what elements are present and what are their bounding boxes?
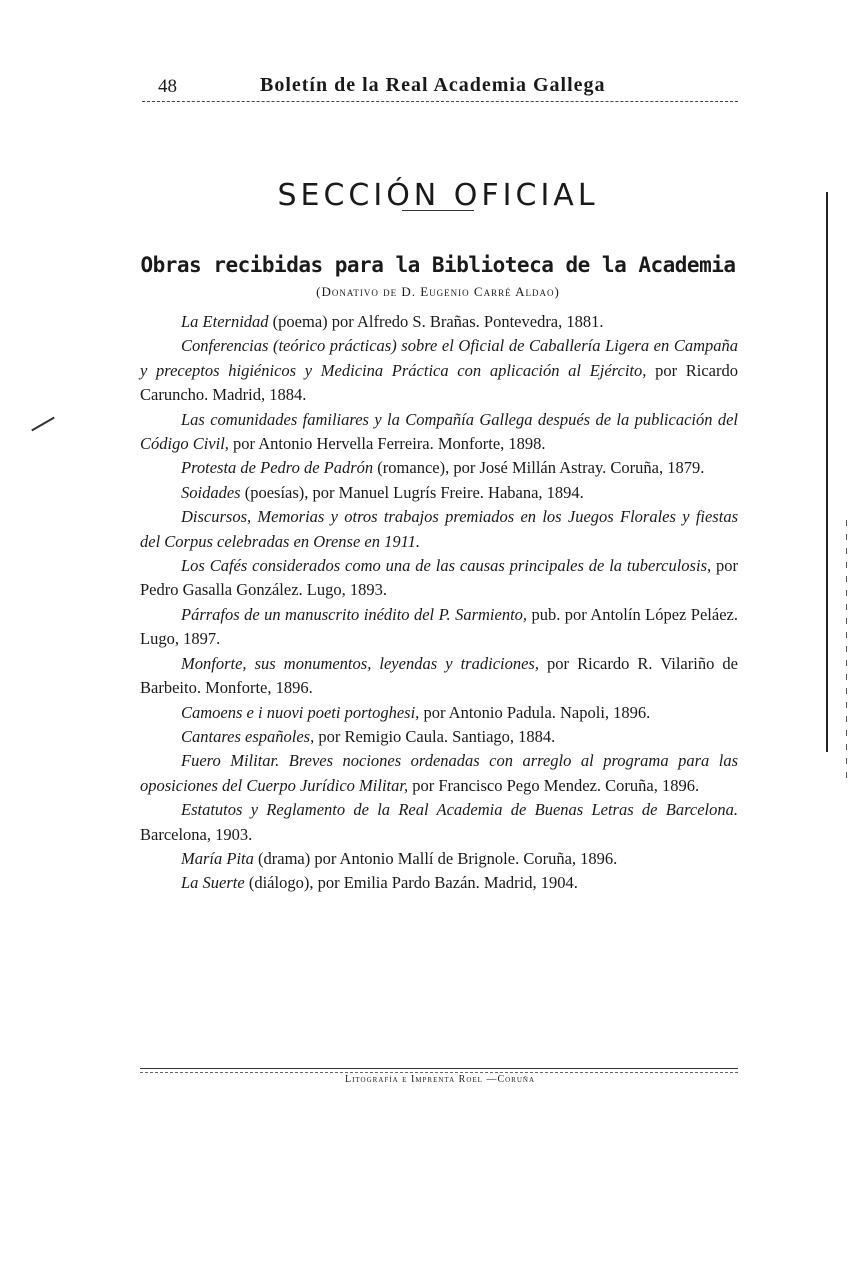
book-entry xyxy=(140,505,738,554)
book-title: Monforte, sus monumentos, leyendas y tradiciones, xyxy=(181,653,539,673)
book-title: La Suerte xyxy=(181,873,245,893)
book-entry xyxy=(140,798,738,847)
book-entry xyxy=(140,456,738,480)
book-entry xyxy=(140,554,738,603)
scan-margin-line xyxy=(826,192,828,752)
book-title: Protesta de Pedro de Padrón xyxy=(181,458,374,478)
book-title: Las comunidades familiares y la Compañía Gallega después de la publicación del Código Civil, xyxy=(140,409,738,454)
printer-imprint: Litografía e Imprenta Roel —Coruña xyxy=(344,1074,536,1085)
book-details: pub. por Antolín López Peláez. Lugo, 1897. xyxy=(140,604,738,649)
book-entry xyxy=(140,701,738,725)
running-head xyxy=(140,72,740,102)
book-entry xyxy=(140,871,738,895)
book-entry xyxy=(140,603,738,652)
book-entry xyxy=(140,481,738,505)
book-details: por Francisco Pego Mendez. Coruña, 1896. xyxy=(408,775,700,795)
book-details: (romance), por José Millán Astray. Coruña, 1879. xyxy=(373,458,705,478)
book-details: por Ricardo Caruncho. Madrid, 1884. xyxy=(140,360,738,405)
book-title: Los Cafés considerados como una de las causas principales de la tuberculosis, xyxy=(181,556,712,576)
book-details: Barcelona, 1903. xyxy=(140,824,253,844)
book-title: Fuero Militar. Breves nociones ordenadas con arreglo al programa para las oposiciones del Cuerpo Jurídico Militar, xyxy=(140,751,738,795)
book-title: Estatutos y Reglamento de la Real Academia de Buenas Letras de Barcelona. xyxy=(181,800,738,820)
book-details: (poesías), por Manuel Lugrís Freire. Habana, 1894. xyxy=(240,482,584,502)
section-title: SECCIÓN OFICIAL xyxy=(277,178,599,214)
book-details: (drama) por Antonio Mallí de Brignole. Coruña, 1896. xyxy=(253,848,618,868)
scan-margin-dots xyxy=(846,520,847,780)
footer-rule xyxy=(140,1068,738,1069)
book-list xyxy=(140,310,738,896)
book-title: Cantares españoles, xyxy=(181,726,315,746)
title-divider xyxy=(402,210,474,211)
book-entry xyxy=(140,749,738,798)
book-entry xyxy=(140,652,738,701)
book-details: por Remigio Caula. Santiago, 1884. xyxy=(314,726,556,746)
book-details: por Pedro Gasalla González. Lugo, 1893. xyxy=(140,556,738,600)
book-title: Discursos, Memorias y otros trabajos premiados en los Juegos Florales y fiestas del Corpus celebradas en Orense en 1911. xyxy=(140,507,738,551)
book-entry xyxy=(140,334,738,407)
header-rule xyxy=(142,101,738,102)
book-entry xyxy=(140,408,738,457)
book-title: Conferencias (teórico prácticas) sobre el Oficial de Caballería Ligera en Campaña y preceptos higiénicos y Medicina Práctica con aplicación al Ejército, xyxy=(140,336,738,380)
book-details: por Antonio Hervella Ferreira. Monforte, 1898. xyxy=(228,434,546,454)
journal-title: Boletín de la Real Academia Gallega xyxy=(260,74,606,96)
section-subtitle: Obras recibidas para la Biblioteca de la Academia xyxy=(140,253,736,278)
page-number: 48 xyxy=(158,76,177,97)
book-details: (diálogo), por Emilia Pardo Bazán. Madrid, 1904. xyxy=(244,873,578,893)
book-details: por Ricardo R. Vilariño de Barbeito. Monforte, 1896. xyxy=(140,653,738,698)
donation-note: (Donativo de D. Eugenio Carré Aldao) xyxy=(316,284,560,299)
book-title: María Pita xyxy=(181,848,254,868)
book-title: La Eternidad xyxy=(181,312,269,331)
book-details: (poema) por Alfredo S. Brañas. Pontevedra, 1881. xyxy=(268,312,604,331)
book-title: Soidades xyxy=(181,482,241,502)
footer-rule-dashed xyxy=(140,1072,738,1073)
book-title: Camoens e i nuovi poeti portoghesi, xyxy=(181,702,420,722)
book-entry xyxy=(140,310,738,334)
pencil-mark xyxy=(31,417,55,432)
book-entry xyxy=(140,725,738,749)
book-details: por Antonio Padula. Napoli, 1896. xyxy=(419,702,651,722)
book-entry xyxy=(140,847,738,871)
book-title: Párrafos de un manuscrito inédito del P. Sarmiento, xyxy=(181,604,528,624)
